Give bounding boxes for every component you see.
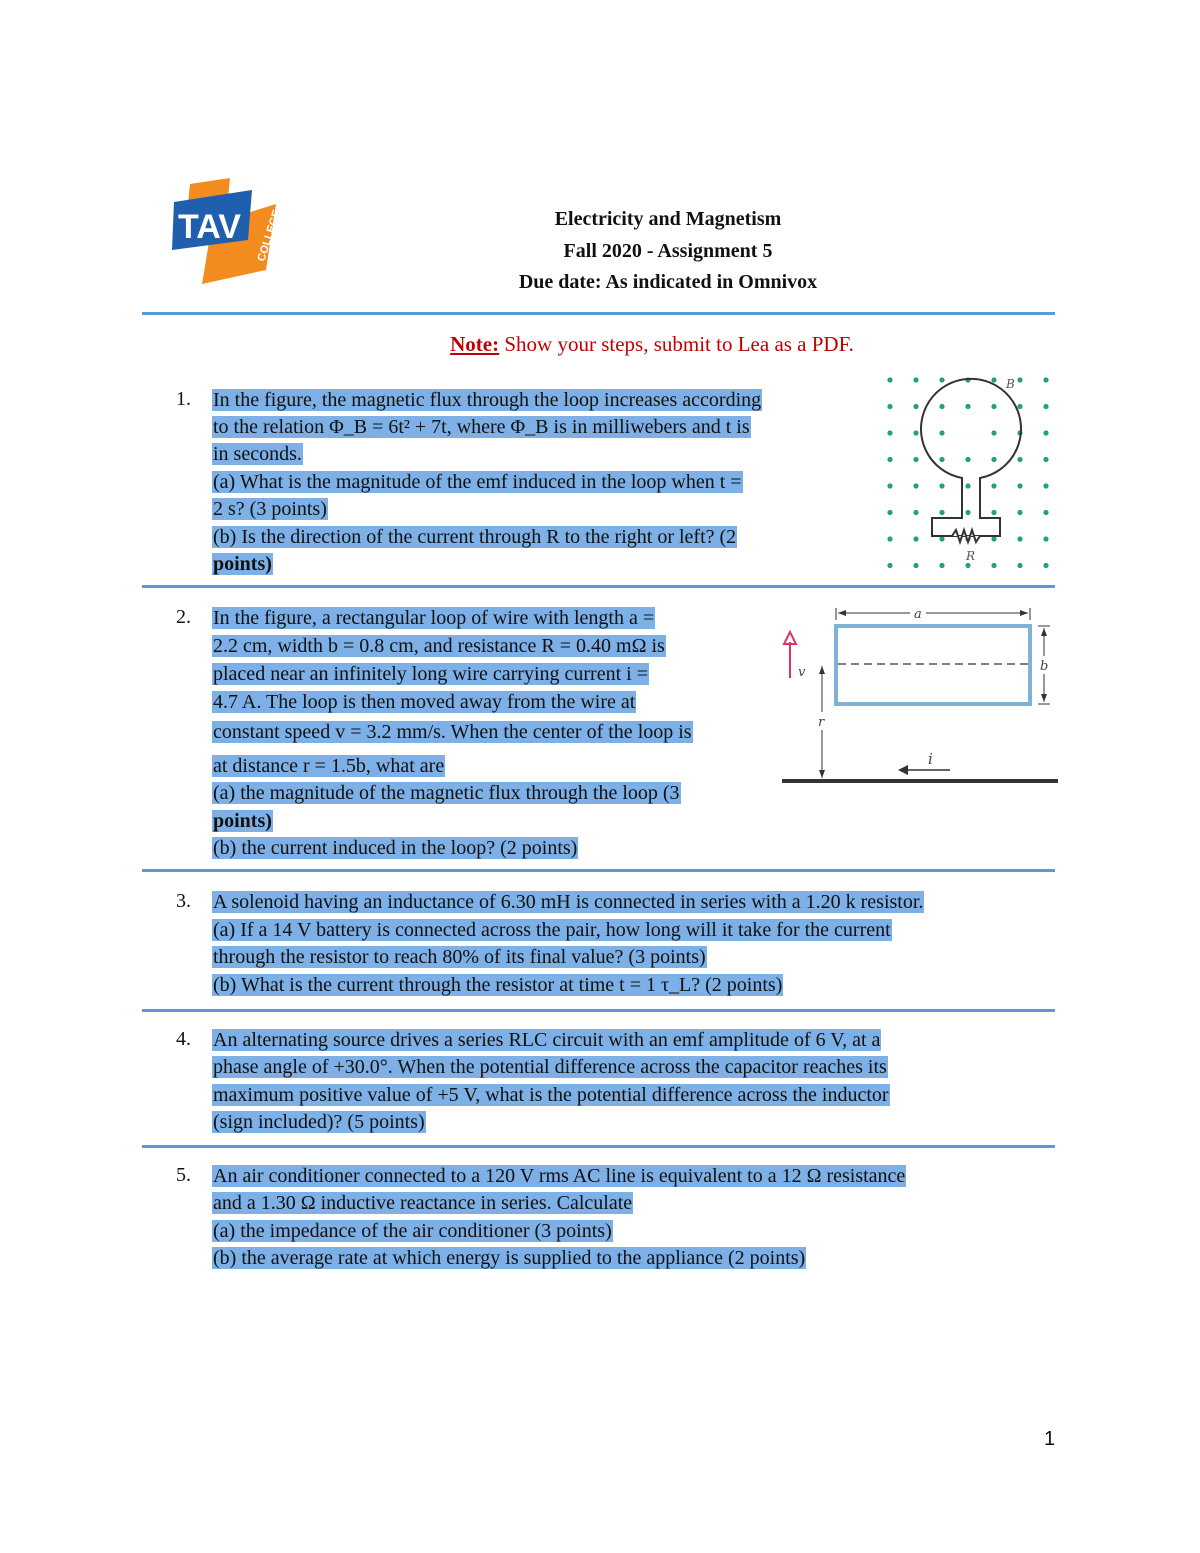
note (142, 332, 1162, 357)
field-dot (913, 563, 918, 568)
question-line: maximum positive value of +5 V, what is the potential difference across the inductor (213, 1084, 889, 1106)
question-line: 2.2 cm, width b = 0.8 cm, and resistance R = 0.40 mΩ is (213, 635, 665, 657)
field-dot (887, 457, 892, 462)
field-dot (887, 377, 892, 382)
question-line: phase angle of +30.0°. When the potential difference across the capacitor reaches its (213, 1056, 887, 1078)
field-dot (939, 377, 944, 382)
velocity-label: v (798, 665, 806, 680)
question-line: 2 s? (3 points) (213, 498, 327, 520)
field-dot (1017, 404, 1022, 409)
college-logo (172, 178, 282, 284)
note-label: Note: (450, 332, 500, 356)
field-dot (965, 457, 970, 462)
length-label: a (914, 607, 922, 622)
field-dot (965, 483, 970, 488)
field-dot (913, 430, 918, 435)
field-dot (939, 457, 944, 462)
question-number: 5. (176, 1164, 191, 1186)
divider (142, 1009, 1055, 1012)
question-line: (b) What is the current through the resistor at time t = 1 τ_L? (2 points) (213, 974, 783, 996)
field-dot (887, 536, 892, 541)
figure-rectangular-loop (780, 600, 1060, 790)
figure-loop-in-field (880, 372, 1060, 576)
question-line: constant speed v = 3.2 mm/s. When the center of the loop is (213, 721, 692, 743)
logo-subtext: COLLEGE (255, 208, 282, 263)
question-line: points) (213, 553, 272, 575)
field-dot (991, 404, 996, 409)
field-dot (1043, 457, 1048, 462)
field-dot (913, 510, 918, 515)
question-line: In the figure, the magnetic flux through the loop increases according (213, 389, 762, 411)
question-line: points) (213, 810, 272, 832)
field-dot (887, 510, 892, 515)
field-dot (1017, 377, 1022, 382)
field-dot (991, 430, 996, 435)
field-dot (1043, 563, 1048, 568)
question-number: 2. (176, 606, 191, 628)
field-dot (939, 536, 944, 541)
field-dot (1043, 430, 1048, 435)
assignment-title: Fall 2020 - Assignment 5 (563, 240, 773, 262)
field-dot (1017, 510, 1022, 515)
field-dot (1017, 457, 1022, 462)
question-line: A solenoid having an inductance of 6.30 mH is connected in series with a 1.20 k resistor. (213, 891, 924, 913)
field-dot (965, 563, 970, 568)
question-line: 4.7 A. The loop is then moved away from the wire at (213, 691, 636, 713)
page-number: 1 (1044, 1428, 1056, 1450)
field-dot (965, 510, 970, 515)
field-dot (1043, 483, 1048, 488)
question-line: placed near an infinitely long wire carrying current i = (213, 663, 648, 685)
field-dot (1017, 536, 1022, 541)
divider (142, 585, 1055, 588)
field-dot (913, 404, 918, 409)
field-dot (939, 510, 944, 515)
question-line: (b) the current induced in the loop? (2 points) (213, 837, 578, 859)
field-label: B (1006, 377, 1015, 391)
question-line: in seconds. (213, 443, 302, 465)
question-number: 3. (176, 890, 191, 912)
field-dot (913, 457, 918, 462)
field-dot (991, 377, 996, 382)
field-dot (1017, 563, 1022, 568)
logo-text: TAV (178, 208, 241, 246)
rect-loop-diagram-svg (780, 600, 1060, 790)
note-text: Show your steps, submit to Lea as a PDF. (499, 332, 854, 356)
field-dot (991, 457, 996, 462)
field-dot (1043, 536, 1048, 541)
field-dot (887, 430, 892, 435)
field-dot (913, 377, 918, 382)
field-dot (939, 483, 944, 488)
field-dot (1043, 510, 1048, 515)
divider (142, 1145, 1055, 1148)
field-dot (913, 483, 918, 488)
field-dot (939, 404, 944, 409)
question-line: In the figure, a rectangular loop of wire with length a = (213, 607, 655, 629)
field-dot (991, 510, 996, 515)
divider (142, 312, 1055, 315)
field-dot (939, 430, 944, 435)
rectangular-loop (836, 626, 1030, 704)
question-line: (a) What is the magnitude of the emf induced in the loop when t = (213, 471, 742, 493)
question-line: to the relation Φ_B = 6t² + 7t, where Φ_B is in milliwebers and t is (213, 416, 750, 438)
question-number: 1. (176, 388, 191, 410)
resistor-label: R (966, 549, 976, 563)
field-dot (1043, 377, 1048, 382)
current-label: i (928, 750, 933, 768)
question-line: (a) the magnitude of the magnetic flux through the loop (3 (213, 782, 680, 804)
question-line: (a) If a 14 V battery is connected across the pair, how long will it take for the current (213, 919, 891, 941)
field-dot (991, 536, 996, 541)
field-dot (991, 483, 996, 488)
field-dot (1017, 483, 1022, 488)
distance-label: r (818, 715, 825, 730)
width-label: b (1040, 659, 1049, 674)
field-dot (991, 563, 996, 568)
field-dot (887, 483, 892, 488)
question-line: (b) Is the direction of the current through R to the right or left? (2 (213, 526, 737, 548)
question-line: An air conditioner connected to a 120 V rms AC line is equivalent to a 12 Ω resistance (213, 1165, 906, 1187)
question-line: and a 1.30 Ω inductive reactance in series. Calculate (213, 1192, 633, 1214)
question-line: (a) the impedance of the air conditioner (3 points) (213, 1220, 612, 1242)
field-dot (913, 536, 918, 541)
field-dot (939, 563, 944, 568)
field-dot (965, 404, 970, 409)
question-line: (sign included)? (5 points) (213, 1111, 425, 1133)
divider (142, 869, 1055, 872)
due-date: Due date: As indicated in Omnivox (518, 271, 818, 293)
field-dot (887, 404, 892, 409)
field-dot (1043, 404, 1048, 409)
wire-loop (921, 379, 1021, 536)
question-line: An alternating source drives a series RLC circuit with an emf amplitude of 6 V, at a (213, 1029, 881, 1051)
field-dot (887, 563, 892, 568)
question-line: through the resistor to reach 80% of its final value? (3 points) (213, 946, 706, 968)
question-line: (b) the average rate at which energy is supplied to the appliance (2 points) (213, 1247, 806, 1269)
question-number: 4. (176, 1028, 191, 1050)
loop-diagram-svg (880, 372, 1060, 576)
question-line: at distance r = 1.5b, what are (213, 755, 445, 777)
course-title: Electricity and Magnetism (554, 208, 782, 230)
